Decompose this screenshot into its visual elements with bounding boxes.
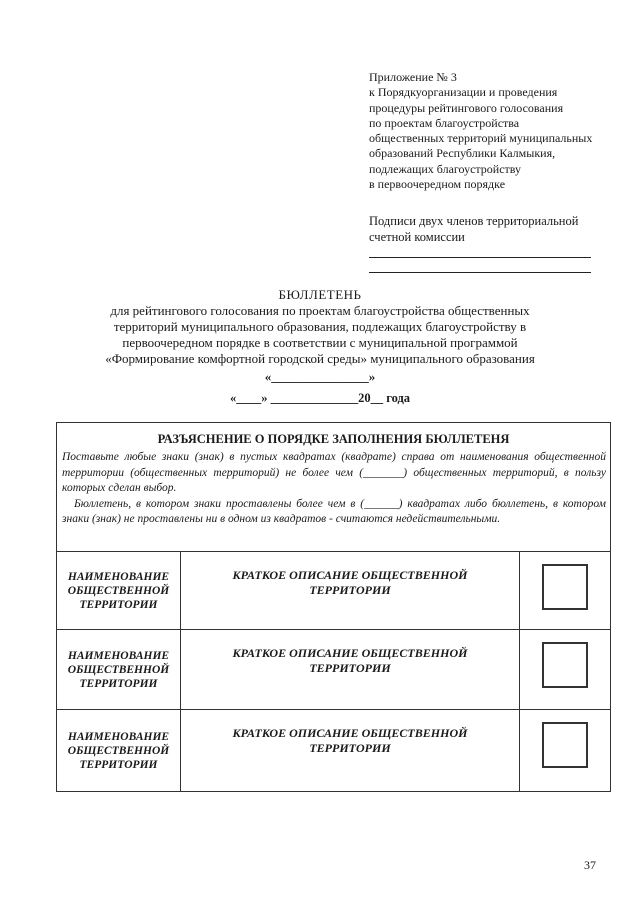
appendix-line: общественных территорий муниципальных xyxy=(369,131,593,146)
option-name-line: ОБЩЕСТВЕННОЙ xyxy=(67,744,170,757)
option-name-line: ТЕРРИТОРИИ xyxy=(79,758,158,771)
option-checkbox-cell xyxy=(520,630,610,709)
option-name-line: ТЕРРИТОРИИ xyxy=(79,598,158,611)
option-name xyxy=(57,552,181,629)
ballot-description-line: «Формирование комфортной городской среды» муниципального образования xyxy=(105,351,535,366)
option-checkbox[interactable] xyxy=(542,564,588,610)
option-name xyxy=(57,630,181,709)
appendix-header xyxy=(369,70,631,192)
option-row xyxy=(57,629,610,709)
option-name-line: НАИМЕНОВАНИЕ xyxy=(67,730,170,743)
option-row xyxy=(57,709,610,791)
signature-line-2[interactable] xyxy=(369,272,591,273)
appendix-line: Приложение № 3 xyxy=(369,70,457,84)
option-row xyxy=(57,551,610,629)
instructions-paragraph-2: Бюллетень, в котором знаки проставлены более чем в (______) квадратах либо бюллетень, в котором знаки (знак) не проставлены ни в одном из квадратов - считаются недействительными. xyxy=(62,497,606,525)
instructions-title: РАЗЪЯСНЕНИЕ О ПОРЯДКЕ ЗАПОЛНЕНИЯ БЮЛЛЕТЕНЯ xyxy=(157,432,510,446)
option-name xyxy=(57,710,181,791)
ballot-description-line: для рейтингового голосования по проектам благоустройства общественных xyxy=(110,303,530,318)
option-checkbox-cell xyxy=(520,552,610,629)
option-description-line: ТЕРРИТОРИИ xyxy=(309,741,391,755)
ballot-title: БЮЛЛЕТЕНЬ xyxy=(278,287,362,302)
option-description-line: КРАТКОЕ ОПИСАНИЕ ОБЩЕСТВЕННОЙ xyxy=(232,568,468,582)
option-description xyxy=(181,630,520,709)
instructions-text xyxy=(62,450,606,528)
date-field[interactable]: «____» ______________20__ года xyxy=(229,391,411,405)
option-name-line: НАИМЕНОВАНИЕ xyxy=(67,649,170,662)
page-number: 37 xyxy=(584,858,596,872)
instructions-paragraph-1: Поставьте любые знаки (знак) в пустых квадратах (квадрате) справа от наименования общественной территории (общественных территорий) не более чем (_______) общественных территорий, в пользу которых сделан выбор. xyxy=(62,451,606,494)
signatures-block xyxy=(369,213,631,245)
ballot-description xyxy=(40,303,600,367)
appendix-line: по проектам благоустройства xyxy=(369,115,520,130)
option-checkbox[interactable] xyxy=(542,722,588,768)
signatures-line: счетной комиссии xyxy=(369,230,465,244)
appendix-line: процедуры рейтингового голосования xyxy=(369,100,564,115)
option-description-line: КРАТКОЕ ОПИСАНИЕ ОБЩЕСТВЕННОЙ xyxy=(232,726,468,740)
option-description xyxy=(181,552,520,629)
option-name-line: ОБЩЕСТВЕННОЙ xyxy=(67,663,170,676)
appendix-line: подлежащих благоустройству xyxy=(369,161,522,176)
signatures-line: Подписи двух членов территориальной xyxy=(369,214,579,228)
option-description xyxy=(181,710,520,791)
option-checkbox[interactable] xyxy=(542,642,588,688)
ballot-description-line: первоочередном порядке в соответствии с муниципальной программой xyxy=(122,335,518,350)
appendix-line: к Порядкуорганизации и проведения xyxy=(369,85,558,100)
option-name-line: ОБЩЕСТВЕННОЙ xyxy=(67,584,170,597)
appendix-line: образований Республики Калмыкия, xyxy=(369,146,556,161)
option-description-line: ТЕРРИТОРИИ xyxy=(309,583,391,597)
option-name-line: ТЕРРИТОРИИ xyxy=(79,677,158,690)
option-name-line: НАИМЕНОВАНИЕ xyxy=(67,570,170,583)
ballot-table xyxy=(56,422,611,792)
appendix-line: в первоочередном порядке xyxy=(369,177,506,192)
municipality-name-field[interactable]: «_______________» xyxy=(264,369,376,384)
option-checkbox-cell xyxy=(520,710,610,791)
signature-line-1[interactable] xyxy=(369,257,591,258)
ballot-description-line: территорий муниципального образования, подлежащих благоустройству в xyxy=(113,319,527,334)
option-description-line: КРАТКОЕ ОПИСАНИЕ ОБЩЕСТВЕННОЙ xyxy=(232,646,468,660)
option-description-line: ТЕРРИТОРИИ xyxy=(309,661,391,675)
